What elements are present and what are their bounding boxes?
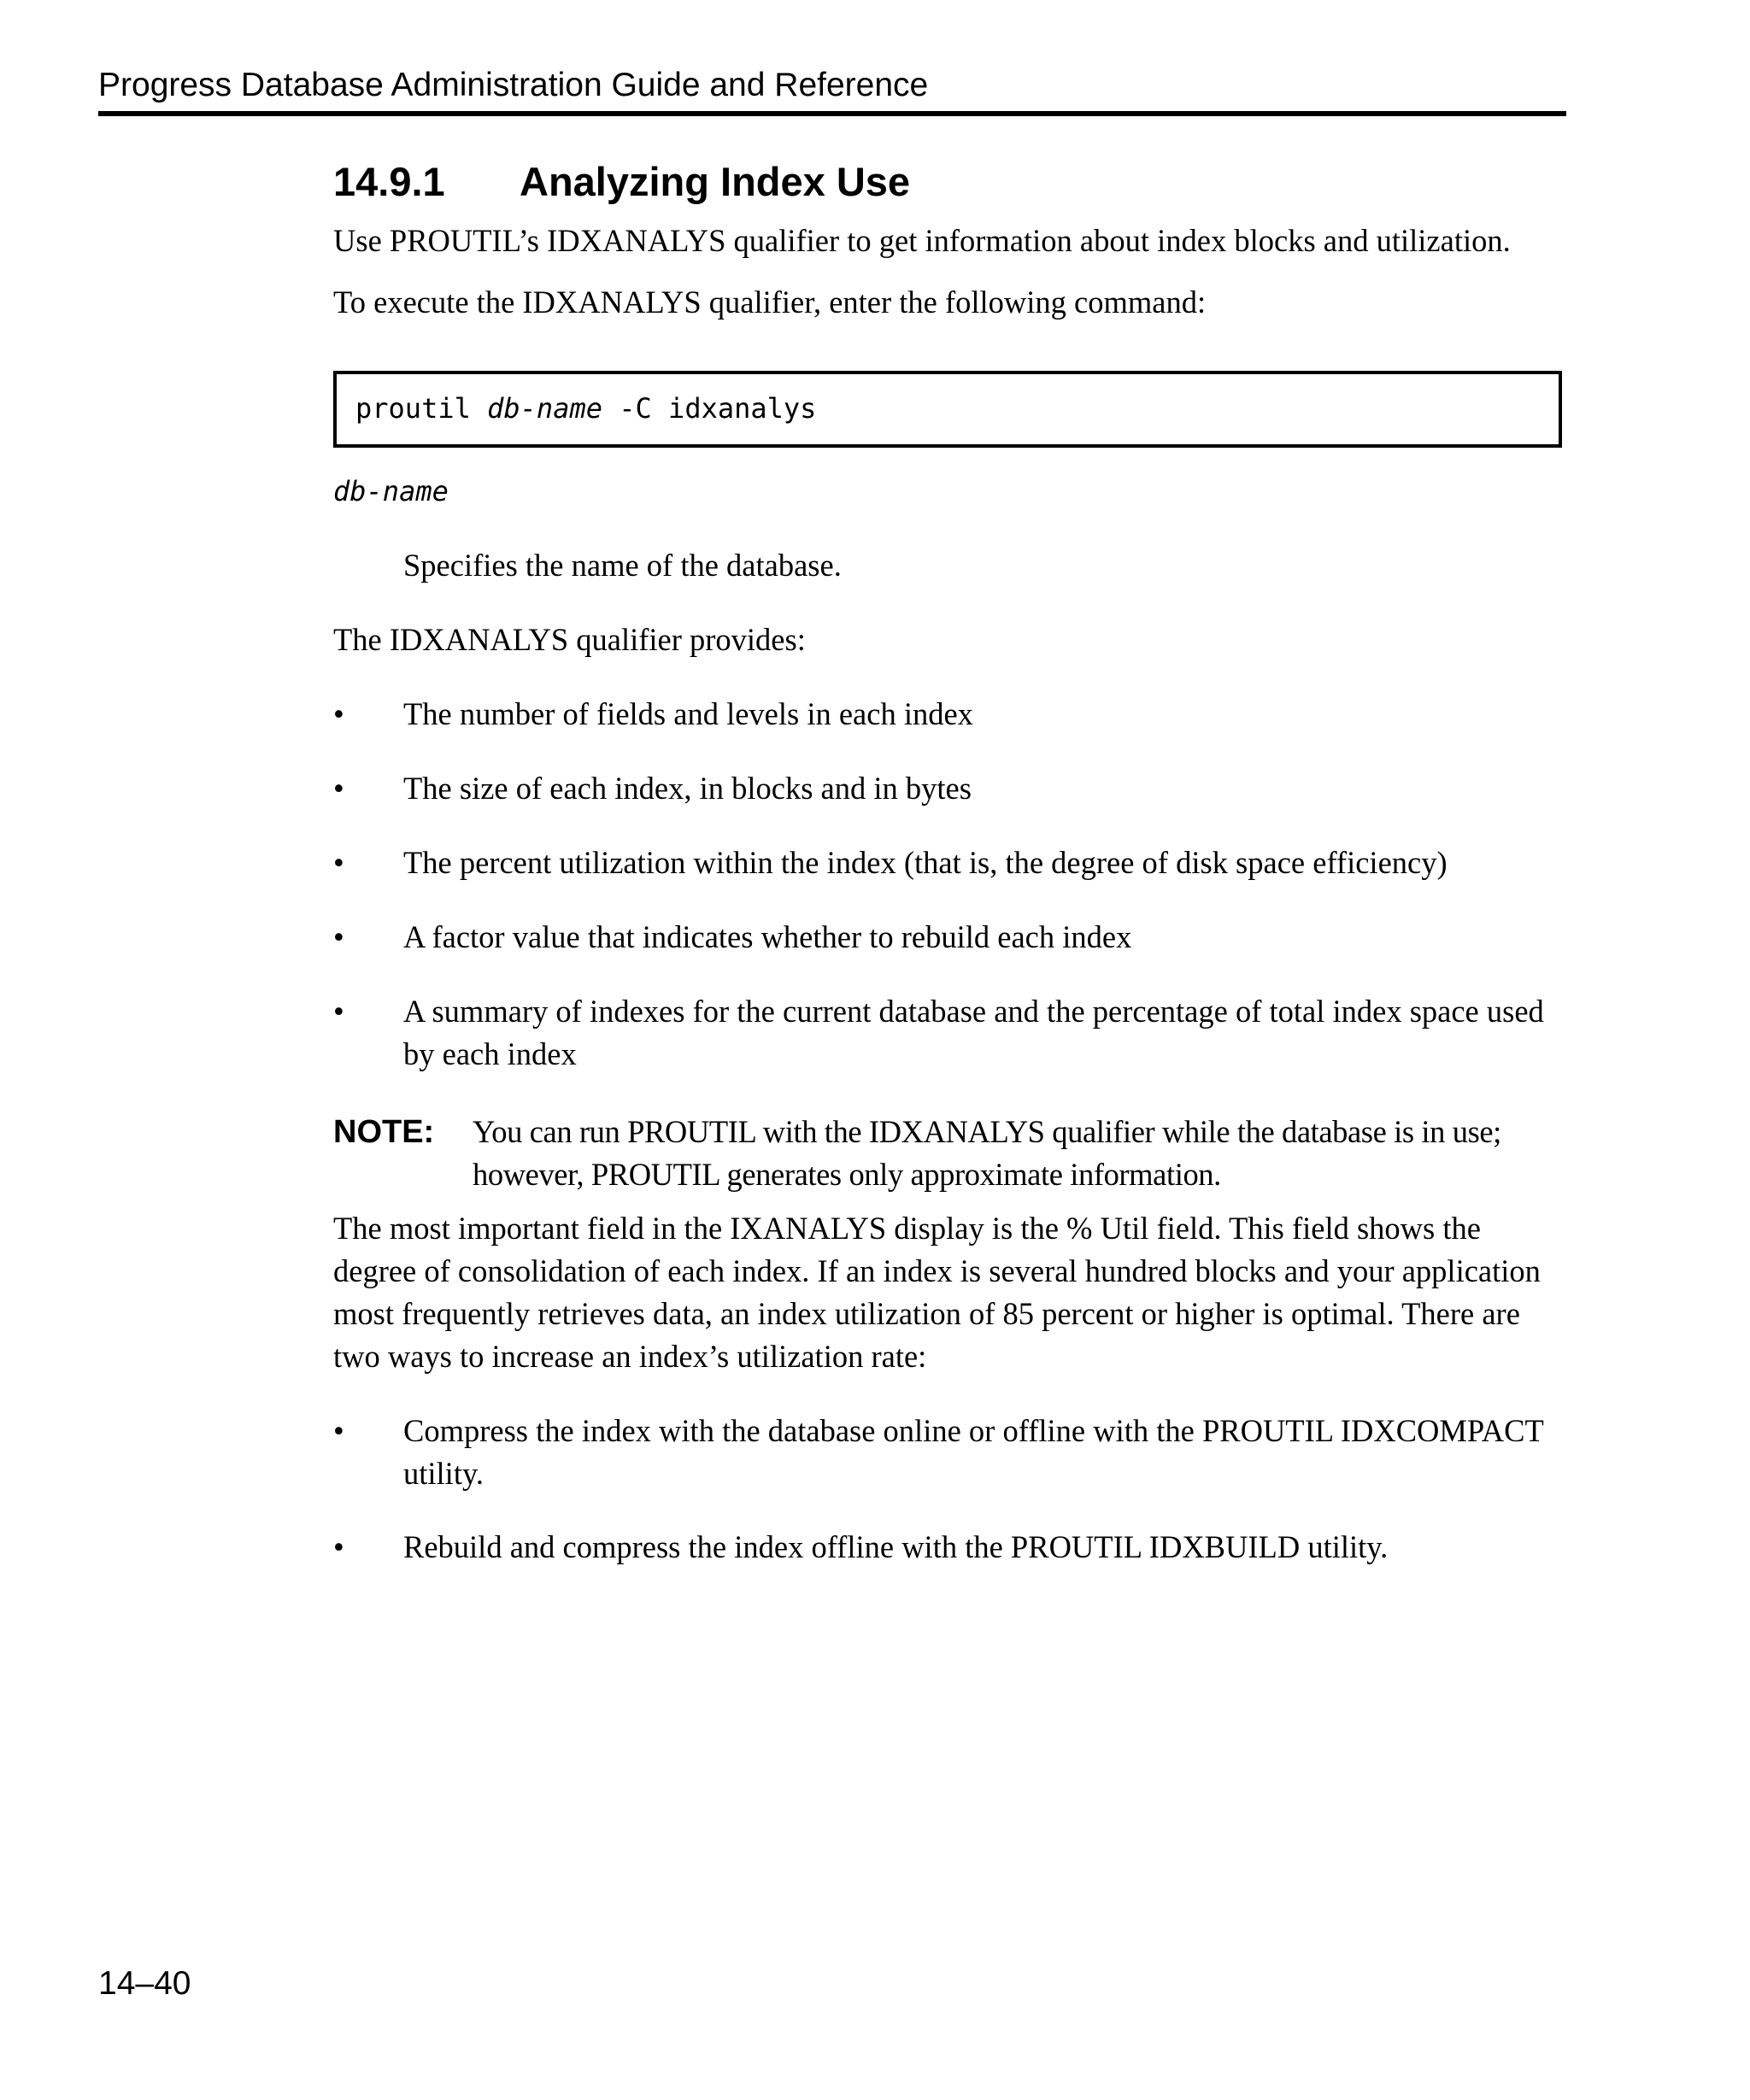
command-code-box [333,371,1562,448]
page-number: 14–40 [98,1965,191,2002]
section-heading [333,158,910,205]
section-title: Analyzing Index Use [520,159,911,204]
list-item-text: Compress the index with the database online or offline with the PROUTIL IDXCOMPACT utility. [403,1413,1544,1491]
provides-intro: The IDXANALYS qualifier provides: [333,622,806,657]
intro-paragraph-1: Use PROUTIL’s IDXANALYS qualifier to get information about index blocks and utilization. [333,223,1511,258]
bullet-icon: • [333,845,344,880]
list-item-text: The number of fields and levels in each index [403,696,973,731]
term-name: db-name [333,475,449,507]
term-definition: Specifies the name of the database. [403,548,842,583]
note-text: You can run PROUTIL with the IDXANALYS qualifier while the database is in use; however, PROUTIL generates only approximate information. [473,1114,1501,1192]
section-number: 14.9.1 [333,159,445,204]
bullet-icon: • [333,696,344,731]
list-item-text: A summary of indexes for the current database and the percentage of total index space used by each index [403,994,1544,1071]
note-label: NOTE: [333,1114,435,1150]
list-item-text: The size of each index, in blocks and in bytes [403,771,972,806]
bullet-icon: • [333,919,344,954]
running-header: Progress Database Administration Guide and Reference [98,67,929,103]
command-keyword: proutil [355,392,488,425]
list-item-text: Rebuild and compress the index offline with the PROUTIL IDXBUILD utility. [403,1529,1389,1564]
bullet-icon: • [333,994,344,1029]
header-rule [98,111,1566,116]
bullet-icon: • [333,1529,344,1564]
command-qualifier: -C idxanalys [602,392,817,425]
command-placeholder: db-name [487,392,602,425]
util-paragraph: The most important field in the IXANALYS display is the % Util field. This field shows the degree of consolidation of each index. If an index is several hundred blocks and your application most frequently retrieves data, an index utilization of 85 percent or higher is optimal. There are two ways to increase an index’s utilization rate: [333,1211,1541,1374]
bullet-icon: • [333,771,344,806]
list-item-text: A factor value that indicates whether to rebuild each index [403,919,1132,954]
intro-paragraph-2: To execute the IDXANALYS qualifier, enter the following command: [333,284,1207,320]
command-text [355,391,816,425]
list-item-text: The percent utilization within the index (that is, the degree of disk space efficiency) [403,845,1448,880]
bullet-icon: • [333,1413,344,1448]
